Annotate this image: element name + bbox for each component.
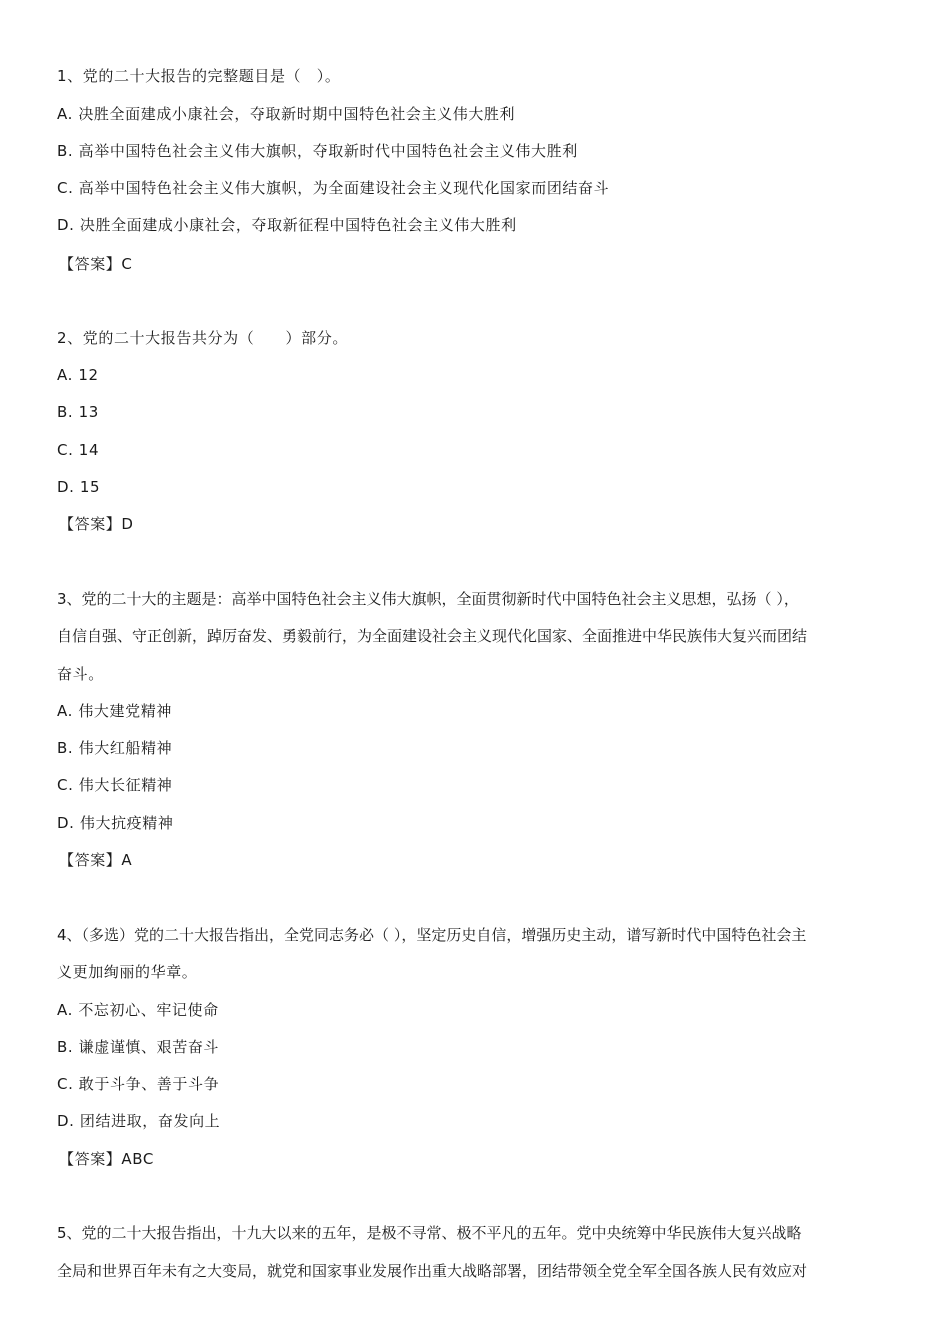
option-b: B. 13 <box>57 403 99 421</box>
option-d: D. 15 <box>57 478 101 496</box>
option-a: A. 伟大建党精神 <box>57 702 172 720</box>
answer: 【答案】D <box>59 515 134 533</box>
option-b: B. 高举中国特色社会主义伟大旗帜，夺取新时代中国特色社会主义伟大胜利 <box>57 142 578 160</box>
option-d: D. 团结进取，奋发向上 <box>57 1112 221 1130</box>
option-b: B. 伟大红船精神 <box>57 739 173 757</box>
question-stem-line-3: 奋斗。 <box>57 665 104 683</box>
question-stem-line-1: 5、党的二十大报告指出，十九大以来的五年，是极不寻常、极不平凡的五年。党中央统筹中华民族伟大复兴战略 <box>57 1224 802 1242</box>
question-stem-line-1: 4、（多选）党的二十大报告指出，全党同志务必（ ），坚定历史自信，增强历史主动，谱写新时代中国特色社会主 <box>57 926 807 944</box>
option-a: A. 不忘初心、牢记使命 <box>57 1001 219 1019</box>
question-stem: 2、党的二十大报告共分为（ ）部分。 <box>57 329 348 347</box>
answer: 【答案】C <box>59 255 133 273</box>
option-c: C. 敢于斗争、善于斗争 <box>57 1075 220 1093</box>
option-a: A. 决胜全面建成小康社会，夺取新时期中国特色社会主义伟大胜利 <box>57 105 516 123</box>
question-stem-line-2: 全局和世界百年未有之大变局，就党和国家事业发展作出重大战略部署，团结带领全党全军全国各族人民有效应对 <box>57 1262 808 1280</box>
option-d: D. 伟大抗疫精神 <box>57 814 174 832</box>
option-c: C. 高举中国特色社会主义伟大旗帜，为全面建设社会主义现代化国家而团结奋斗 <box>57 179 610 197</box>
option-c: C. 伟大长征精神 <box>57 776 173 794</box>
answer: 【答案】ABC <box>59 1150 154 1168</box>
question-stem-line-2: 义更加绚丽的华章。 <box>57 963 198 981</box>
question-stem: 1、党的二十大报告的完整题目是（ ）。 <box>57 67 341 85</box>
option-a: A. 12 <box>57 366 99 384</box>
option-b: B. 谦虚谨慎、艰苦奋斗 <box>57 1038 220 1056</box>
question-stem-line-1: 3、党的二十大的主题是：高举中国特色社会主义伟大旗帜，全面贯彻新时代中国特色社会主义思想，弘扬（ ）， <box>57 590 799 608</box>
answer: 【答案】A <box>59 851 133 869</box>
question-stem-line-2: 自信自强、守正创新，踔厉奋发、勇毅前行，为全面建设社会主义现代化国家、全面推进中华民族伟大复兴而团结 <box>57 627 808 645</box>
option-c: C. 14 <box>57 441 100 459</box>
option-d: D. 决胜全面建成小康社会，夺取新征程中国特色社会主义伟大胜利 <box>57 216 517 234</box>
